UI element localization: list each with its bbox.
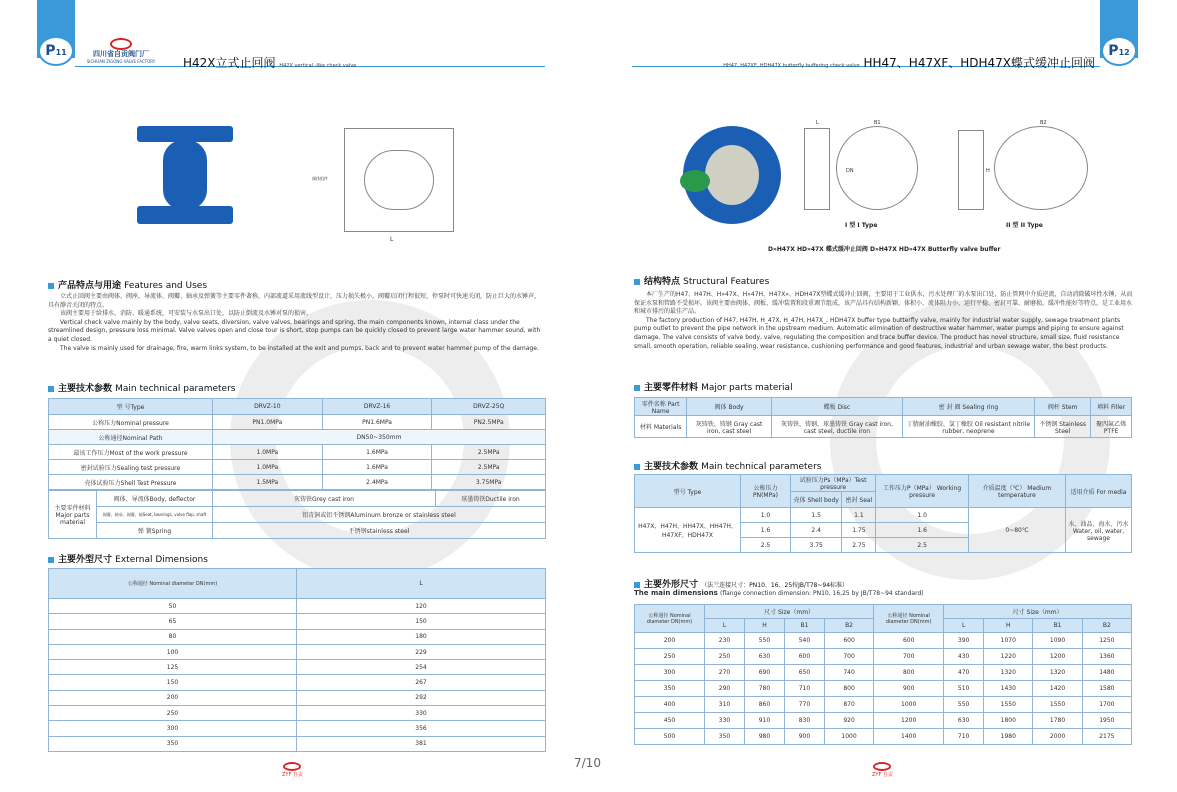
table-cell: 1320	[984, 665, 1033, 681]
table-cell: 1480	[1082, 665, 1131, 681]
table-row	[49, 644, 546, 659]
table-cell: 300	[635, 665, 705, 681]
table-row	[635, 681, 1132, 697]
table-cell: 400	[635, 697, 705, 713]
table-cell: 870	[824, 697, 873, 713]
table-cell: 800	[824, 681, 873, 697]
table-cell: 310	[705, 697, 745, 713]
table-cell: 1980	[984, 729, 1033, 745]
table-cell: 1250	[1082, 633, 1131, 649]
footer-logo-left: ZYF 自贡	[282, 762, 303, 778]
right-dims-heading: 主要外形尺寸 （法兰连接尺寸：PN10、16、25按JB/T78~94标准）	[634, 577, 848, 590]
table-row	[49, 675, 546, 690]
table-row	[635, 633, 1132, 649]
dim-DN: DN	[846, 168, 854, 174]
table-cell: 1800	[984, 713, 1033, 729]
table-cell: 630	[744, 649, 784, 665]
table-cell: 330	[297, 706, 546, 721]
table-cell: 150	[297, 614, 546, 629]
right-mat-heading: 主要零件材料 Major parts material	[634, 380, 793, 393]
table-cell: 550	[744, 633, 784, 649]
table-cell: 250	[705, 649, 745, 665]
table-cell: 350	[49, 736, 297, 751]
table-cell: 125	[49, 660, 297, 675]
table-cell: 1320	[1033, 665, 1082, 681]
page-number: 7/10	[574, 756, 601, 770]
table-cell: 740	[824, 665, 873, 681]
dim-B1: B1	[874, 120, 881, 126]
table-cell: 770	[784, 697, 824, 713]
table-cell: 500	[635, 729, 705, 745]
table-cell: 180	[297, 629, 546, 644]
table-cell: 1700	[1082, 697, 1131, 713]
struct-heading: 结构特点 Structural Features	[634, 274, 769, 287]
table-cell: 650	[784, 665, 824, 681]
table-cell: 430	[944, 649, 984, 665]
struct-text: 本厂生产的H47、H47H、H»47X、H»47H、H47X»、HDH47X型蝶式缓冲止回阀，主要用于工业供水、污水处理厂的水泵出口处，防止管网中介质逆流，自动消除破坏性水锤，从而保证水泵和管路不受损坏。该阀主要由阀体、阀板、缓冲装置和段重调节组成，该产品具有结构新颖、体积小、流体阻力小、运行平稳、密封可靠、耐磨损、缓冲性能好等特点，是工业用水和城市排污的最佳产品。 The factory production of H47, H47H, H_47X, H_47H, H47X_, HDH47X buffer type butterfly valve, mainly for industrial water supply, sewage treatment plants pump outlet to prevent the pipe network in the upstream medium. Automatic elimination of destructive water hammer, water pumps and piping to ensure against damage. The valve consists of valve body, valve, regulating the composition and trace buffer device. The product has novel structure, small size, fluid resistance small, smooth operation, reliable sealing, wear resistance, cushioning performance and good features, industrial and urban sewage water, the best products.	[634, 291, 1133, 350]
table-cell: 910	[744, 713, 784, 729]
table-row	[49, 706, 546, 721]
table-cell: 150	[49, 675, 297, 690]
table-cell: 300	[49, 721, 297, 736]
table-cell: 540	[784, 633, 824, 649]
table-cell: 710	[784, 681, 824, 697]
table-row	[635, 697, 1132, 713]
left-dims-heading: 主要外型尺寸 External Dimensions	[48, 552, 208, 565]
type-1-label: I 型 I Type	[845, 222, 878, 229]
table-cell: 700	[824, 649, 873, 665]
dim-H: H	[986, 168, 990, 174]
footer-logo-icon	[873, 762, 891, 771]
left-tech-table: 型 号Type DRVZ-10 DRVZ-16 DRVZ-25Q 公称压力Nominal pressure PN1.0MPa PN1.6MPa PN2.5MPa 公称通径Nominal Path DN50~350mm 最该工作压力Most of the work pressure 1.0MPa 1.6MPa 2.5MPa 密封试验压力Sealing test pressure 1.0MPa 1.6MPa 2.5MPa 壳体试验压力Shell Test Pressure 1.5MPa 2.4MPa 3.75MPa	[48, 398, 546, 490]
drawing-dim-L: L	[390, 236, 394, 243]
table-cell: 229	[297, 644, 546, 659]
table-cell: 1360	[1082, 649, 1131, 665]
table-row	[49, 599, 546, 614]
table-cell: 356	[297, 721, 546, 736]
table-cell: 600	[874, 633, 944, 649]
table-cell: 1090	[1033, 633, 1082, 649]
right-tech-heading: 主要技术参数 Main technical parameters	[634, 459, 821, 472]
table-cell: 900	[784, 729, 824, 745]
table-cell: 100	[49, 644, 297, 659]
table-cell: 470	[944, 665, 984, 681]
table-cell: 1420	[1033, 681, 1082, 697]
table-cell: 290	[705, 681, 745, 697]
table-cell: 1580	[1082, 681, 1131, 697]
logo-mark-icon	[110, 38, 132, 50]
table-cell: 800	[874, 665, 944, 681]
photo-caption: D»H47X HD»47X 蝶式缓冲止回阀 D»H47X HD»47X Butterfly valve buffer	[768, 246, 1001, 253]
left-title: H42X立式止回阀 H42X vertical -like check valve	[183, 56, 357, 70]
table-row	[49, 614, 546, 629]
type-2-label: II 型 II Type	[1006, 222, 1043, 229]
table-cell: 1550	[1033, 697, 1082, 713]
table-row	[49, 721, 546, 736]
table-cell: 2000	[1033, 729, 1082, 745]
table-cell: 2175	[1082, 729, 1131, 745]
table-cell: 330	[705, 713, 745, 729]
table-row	[635, 729, 1132, 745]
table-cell: 780	[744, 681, 784, 697]
table-cell: 200	[49, 690, 297, 705]
right-dims-table: 公称通径 Nominal diameter DN(mm) 尺寸 Size（mm） 公称通径 Nominal diameter DN(mm) 尺寸 Size（mm） L H B1 B2 L H B1 B2 200 230 550 540 600 600 390 1070 1090 1250 250 250 630 600 700 700 430 1220 1200 1360 300 270 690 650 740 800 470 1320 1320 1480 350 290 780 710 800 900 510 1430 1420 1580 400 310 860 770 870 1000 550 1550 1550 1700 450 330 910 830 920 1200 630 1800 1780 1950 500 350 980 900 1000 1400 710 1980 2000 2175	[634, 604, 1132, 745]
table-cell: 1200	[874, 713, 944, 729]
features-heading: 产品特点与用途 Features and Uses	[48, 278, 207, 291]
table-cell: 65	[49, 614, 297, 629]
table-cell: 1950	[1082, 713, 1131, 729]
table-cell: 550	[944, 697, 984, 713]
table-cell: 510	[944, 681, 984, 697]
table-cell: 80	[49, 629, 297, 644]
table-row	[635, 649, 1132, 665]
table-cell: 381	[297, 736, 546, 751]
left-page-badge: P11	[38, 36, 74, 66]
table-cell: 350	[635, 681, 705, 697]
table-row	[49, 629, 546, 644]
drawing-label: 阀体组件	[312, 176, 328, 181]
table-row	[49, 690, 546, 705]
table-row	[49, 736, 546, 751]
table-cell: 230	[705, 633, 745, 649]
table-cell: 1430	[984, 681, 1033, 697]
table-cell: 350	[705, 729, 745, 745]
table-cell: 254	[297, 660, 546, 675]
table-cell: 1000	[874, 697, 944, 713]
table-cell: 390	[944, 633, 984, 649]
table-cell: 600	[784, 649, 824, 665]
features-text: 立式止回阀主要由阀体、阀座、导流体、阀瓣、轴承及弹簧等主要零件著称，内部流道采用流线型设计，压力损失极小，阀瓣启闭行程很短，停泵时可快速关闭，防止巨大的水锤声，具有静音关闭的特点。 该阀主要用于给排水、消防、暖通系统，可安装与水泵出口处，以防止倒流及水锤对泵的损害。 Vertical check valve mainly by the body, valve seats, diversion, valve valves, bearings and spring, the main components known, internal class under the streamlined design, pressure loss minimal. Valve valves open and close tour is short, stop pumps can be quickly closed to prevent large water hammer sound, with a quiet closed. The valve is mainly used for drainage, fire, warm links system, to be installed at the exit and pumps, back and to prevent water hammer pump of the damage.	[48, 293, 541, 352]
table-row	[635, 713, 1132, 729]
right-title: HH47, H47XF, HDH47X butterfly buffering check valve HH47、H47XF、HDH47X蝶式缓冲止回阀	[723, 56, 1095, 70]
table-cell: 250	[49, 706, 297, 721]
right-material-table: 零件名称 Part Name 阀体 Body 蝶板 Disc 密 封 圈 Sealing ring 阀杆 Stem 填料 Filler 材料 Materials 灰铸铁、铸钢 Gray cast iron, cast steel 灰铸铁、铸钢、球墨铸铁 Gray cast iron, cast steel, ductile iron 丁腈耐油橡胶、氯丁橡胶 Oil resistant nitrile rubber, neoprene 不锈钢 Stainless Steel 聚四氟乙烯 PTFE	[634, 397, 1132, 438]
table-cell: 1200	[1033, 649, 1082, 665]
table-cell: 920	[824, 713, 873, 729]
table-cell: 1550	[984, 697, 1033, 713]
table-cell: 1000	[824, 729, 873, 745]
table-cell: 200	[635, 633, 705, 649]
table-row	[635, 665, 1132, 681]
table-cell: 292	[297, 690, 546, 705]
table-cell: 860	[744, 697, 784, 713]
left-dims-table: 公称通径 Nominal diameter DN(mm) L 50 120 65 150 80 180 100 229 125 254 150 267 200 292 250 330 300 356 350 381	[48, 568, 546, 752]
table-cell: 450	[635, 713, 705, 729]
table-cell: 250	[635, 649, 705, 665]
table-cell: 1400	[874, 729, 944, 745]
table-cell: 120	[297, 599, 546, 614]
table-cell: 630	[944, 713, 984, 729]
table-cell: 50	[49, 599, 297, 614]
right-tech-table: 型号 Type 公称压力 PN(MPa) 试验压力Ps（MPa）Test pressure 工作压力P（MPa） Working pressure 介质温度（℃） Medium temperature 适用介质 For media 壳体 Shell body 密封 Seal H47X、H47H、HH47X、HH47H、H47XF、HDH47X 1.0 1.5 1.1 1.0 0~80℃ 水、油品、海水、污水 Water, oil, water, sewage 1.6 2.4 1.75 1.6 2.5 3.75 2.75 2.5	[634, 474, 1132, 553]
table-cell: 600	[824, 633, 873, 649]
dim-L: L	[816, 120, 819, 126]
table-cell: 1070	[984, 633, 1033, 649]
footer-logo-right: ZYF 自贡	[872, 762, 893, 778]
table-cell: 690	[744, 665, 784, 681]
footer-logo-icon	[283, 762, 301, 771]
table-cell: 710	[944, 729, 984, 745]
table-row	[49, 660, 546, 675]
table-cell: 270	[705, 665, 745, 681]
left-material-table: 主要零件材料 Major parts material 阀体、导流体Body, deflector 灰铸铁Grey cast iron 球墨铸铁Ductile iron 阀瓣、轴承、阀瓣、轴Seat, bearings, valve flap, shaft 铝青铜或铝不锈钢Aluminum bronze or stainless steel 弹 簧Spring 不锈钢stainless steel	[48, 490, 546, 539]
table-cell: 830	[784, 713, 824, 729]
table-cell: 980	[744, 729, 784, 745]
right-dims-subheading: The main dimensions (flange connection dimension: PN10, 16,25 by JB/T78~94 standard)	[634, 589, 924, 597]
left-logo: 四川省自贡阀门厂 SICHUAN ZIGONG VALVE FACTORY	[86, 38, 156, 65]
dim-B2: B2	[1040, 120, 1047, 126]
table-cell: 1780	[1033, 713, 1082, 729]
table-cell: 900	[874, 681, 944, 697]
table-cell: 1220	[984, 649, 1033, 665]
left-tech-heading: 主要技术参数 Main technical parameters	[48, 381, 235, 394]
right-page-badge: P12	[1101, 36, 1137, 66]
table-cell: 700	[874, 649, 944, 665]
table-cell: 267	[297, 675, 546, 690]
